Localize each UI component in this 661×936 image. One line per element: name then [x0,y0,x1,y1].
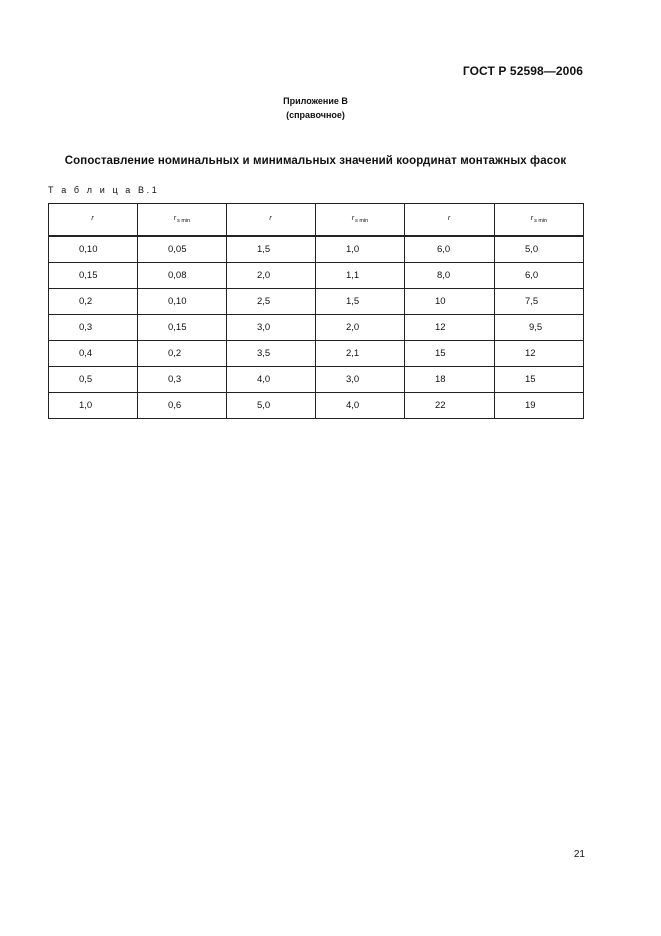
table-cell: 0,10 [49,236,138,263]
table-cell: 12 [495,341,584,367]
table-cell: 12 [405,315,495,341]
page-number: 21 [573,849,585,860]
table-cell: 0,15 [49,263,138,289]
header-cell: r [405,204,495,237]
header-cell: r [49,204,138,237]
table-cell: 10 [405,289,495,315]
table-cell: 0,05 [138,236,227,263]
values-table [48,203,584,419]
table-cell: 4,0 [316,393,405,419]
table-cell: 19 [495,393,584,419]
table-cell: 0,2 [138,341,227,367]
table-cell: 3,5 [227,341,316,367]
table-cell: 2,5 [227,289,316,315]
table-row [49,341,584,367]
appendix-title: Приложение В [283,96,348,106]
table-row [49,393,584,419]
table-cell: 7,5 [495,289,584,315]
table-cell: 0,3 [49,315,138,341]
table-cell: 22 [405,393,495,419]
table-cell: 0,10 [138,289,227,315]
table-row [49,236,584,263]
table-cell: 5,0 [227,393,316,419]
table-row [49,367,584,393]
appendix-type: (справочное) [286,110,345,120]
table-row [49,263,584,289]
table-cell: 15 [405,341,495,367]
table-cell: 0,4 [49,341,138,367]
table-cell: 15 [495,367,584,393]
table-cell: 4,0 [227,367,316,393]
table-cell: 0,3 [138,367,227,393]
table-cell: 9,5 [495,315,584,341]
header-cell: $r_{s min}$ [495,204,584,237]
header-cell: $r_{s min}$ [316,204,405,237]
section-heading: Сопоставление номинальных и минимальных значений координат монтажных фасок [64,155,567,167]
table-cell: 3,0 [227,315,316,341]
table-cell: 6,0 [405,236,495,263]
table-caption: Т а б л и ц а В.1 [48,185,160,195]
table-cell: 0,2 [49,289,138,315]
header-cell: $r_{s min}$ [138,204,227,237]
table-cell: 1,1 [316,263,405,289]
table-header-row [49,204,584,237]
table-cell: 6,0 [495,263,584,289]
table-cell: 0,6 [138,393,227,419]
appendix-block [0,94,631,122]
table-cell: 2,1 [316,341,405,367]
standard-code: ГОСТ Р 52598—2006 [462,64,583,78]
table-cell: 0,5 [49,367,138,393]
table-cell: 3,0 [316,367,405,393]
table-row [49,289,584,315]
table-cell: 5,0 [495,236,584,263]
table-cell: 8,0 [405,263,495,289]
table-cell: 0,15 [138,315,227,341]
table-cell: 1,5 [316,289,405,315]
table-row [49,315,584,341]
header-cell: r [227,204,316,237]
table-cell: 1,0 [49,393,138,419]
table-cell: 18 [405,367,495,393]
table-cell: 2,0 [316,315,405,341]
table-cell: 2,0 [227,263,316,289]
table-cell: 1,0 [316,236,405,263]
table-cell: 1,5 [227,236,316,263]
table-cell: 0,08 [138,263,227,289]
